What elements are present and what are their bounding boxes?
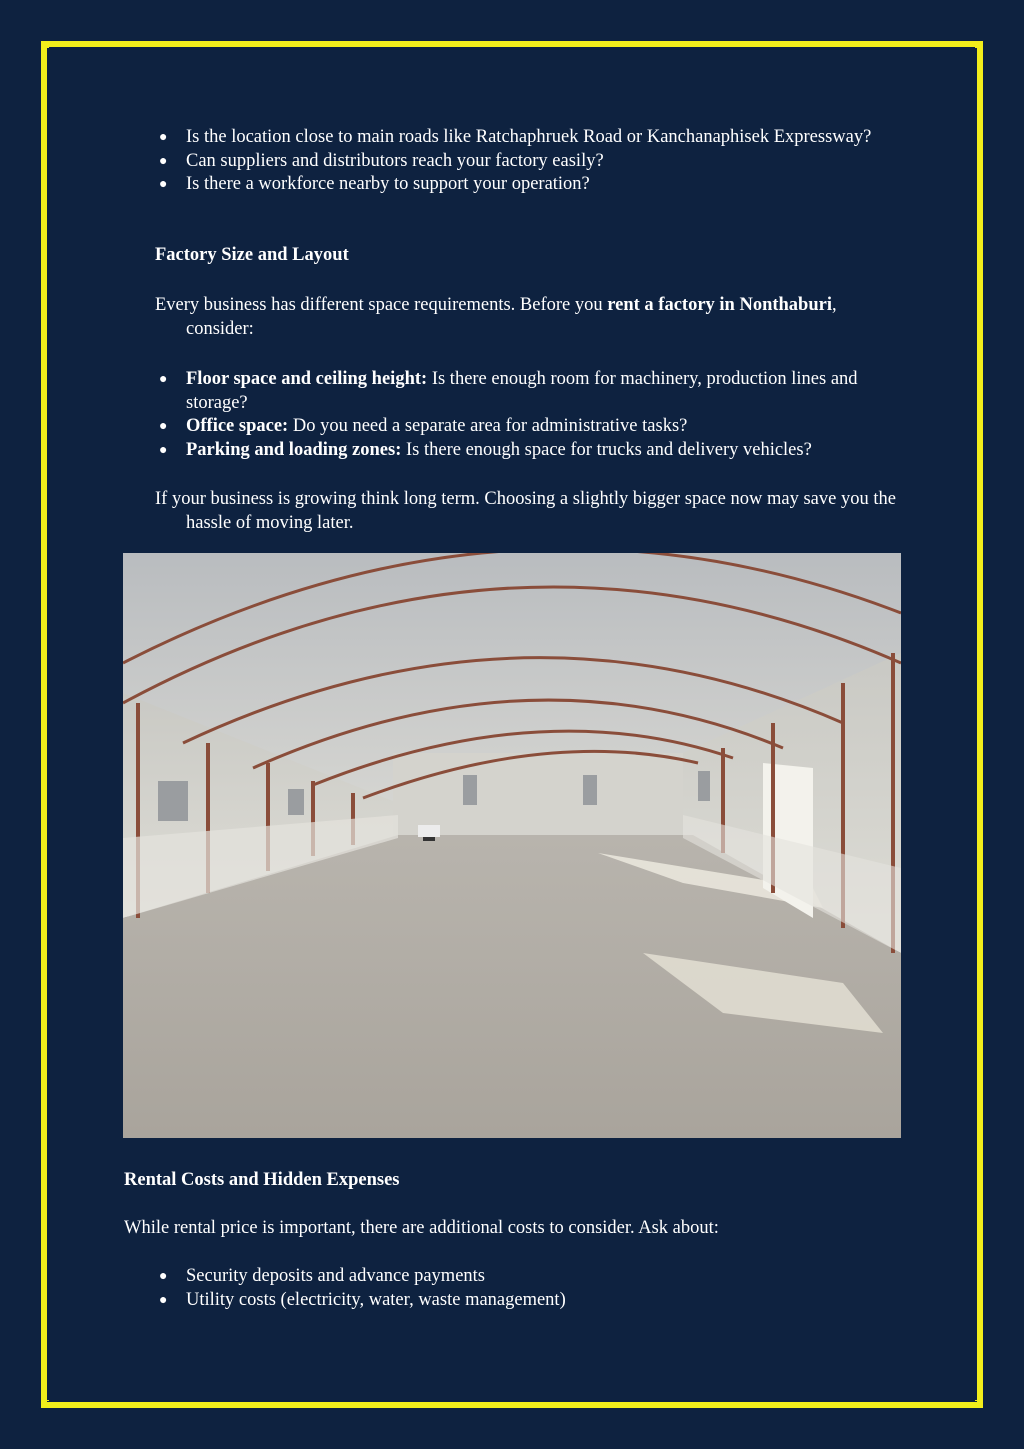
access-question-list: [159, 126, 906, 197]
list-item: ● Utility costs (electricity, water, waste management): [186, 1289, 906, 1313]
bullet-icon: ●: [159, 442, 168, 458]
warehouse-interior-photo: [123, 553, 901, 1138]
bullet-icon: ●: [159, 130, 168, 145]
list-item: ● Office space: Do you need a separate area for administrative tasks?: [186, 415, 906, 439]
bullet-icon: ●: [159, 1269, 168, 1284]
bullet-icon: ●: [159, 177, 168, 192]
corner-tick: [43, 1400, 49, 1401]
size-consideration-list: [159, 368, 906, 462]
bullet-icon: ●: [159, 419, 168, 434]
section-heading-costs: Rental Costs and Hidden Expenses: [124, 1170, 400, 1190]
size-closing-paragraph: If your business is growing think long term. Choosing a slightly bigger space now may save you the hassle of moving later.: [155, 489, 896, 533]
list-item: ● Security deposits and advance payments: [186, 1265, 906, 1289]
bullet-icon: ●: [159, 1292, 168, 1308]
list-item: ● Can suppliers and distributors reach your factory easily?: [186, 150, 906, 174]
section-heading-size: Factory Size and Layout: [155, 245, 349, 265]
bullet-icon: ●: [159, 153, 168, 169]
corner-tick: [975, 47, 981, 48]
corner-tick: [975, 1400, 981, 1401]
size-intro-paragraph: Every business has different space requirements. Before you rent a factory in Nonthaburi, consider:: [155, 295, 837, 339]
corner-tick: [43, 47, 49, 48]
list-item: ● Is the location close to main roads like Ratchaphruek Road or Kanchanaphisek Expressway?: [186, 126, 906, 150]
list-item: ● Parking and loading zones: Is there enough space for trucks and delivery vehicles?: [186, 439, 906, 463]
list-item: ● Is there a workforce nearby to support your operation?: [186, 173, 906, 197]
bullet-icon: ●: [159, 372, 168, 387]
costs-intro-paragraph: While rental price is important, there are additional costs to consider. Ask about:: [124, 1218, 719, 1238]
costs-list: [159, 1265, 906, 1312]
list-item: ● Floor space and ceiling height: Is there enough room for machinery, production lines and storage?: [159, 369, 858, 413]
